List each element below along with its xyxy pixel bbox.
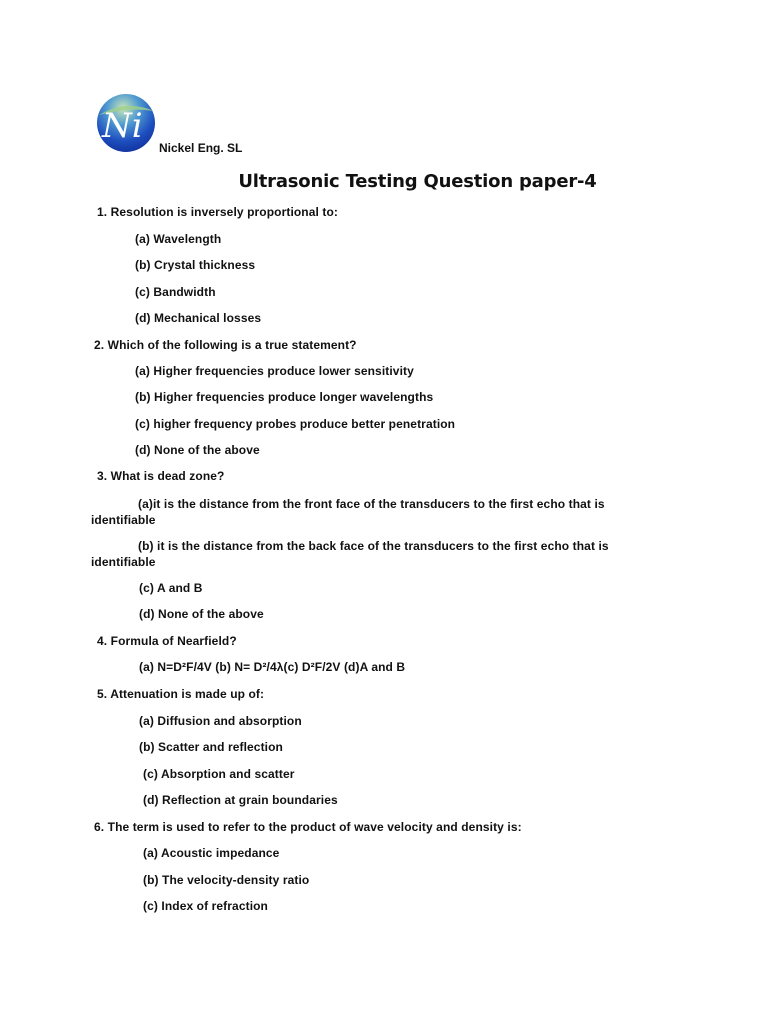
question-1: 1. Resolution is inversely proportional to: [97, 205, 339, 219]
q5-option-b: (b) Scatter and reflection [139, 740, 283, 754]
q3-option-c: (c) A and B [139, 581, 203, 595]
q5-option-c: (c) Absorption and scatter [143, 767, 295, 781]
q2-option-d: (d) None of the above [135, 443, 260, 457]
page-title: Ultrasonic Testing Question paper-4 [238, 171, 597, 192]
q6-option-a: (a) Acoustic impedance [143, 846, 280, 860]
q3-option-b: (b) it is the distance from the back face of the transducers to the first echo that is identifiable [91, 539, 609, 569]
question-6: 6. The term is used to refer to the product of wave velocity and density is: [94, 820, 522, 834]
q3-option-a: (a)it is the distance from the front face of the transducers to the first echo that is identifiable [91, 497, 605, 527]
q6-option-b: (b) The velocity-density ratio [143, 873, 310, 887]
q5-option-a: (a) Diffusion and absorption [139, 714, 302, 728]
question-5: 5. Attenuation is made up of: [97, 687, 265, 701]
q3-option-d: (d) None of the above [139, 607, 264, 621]
question-4: 4. Formula of Nearfield? [97, 634, 237, 648]
q1-option-b: (b) Crystal thickness [135, 258, 256, 272]
q2-option-b: (b) Higher frequencies produce longer wavelengths [135, 390, 434, 404]
company-logo [94, 93, 158, 153]
company-name: Nickel Eng. SL [159, 141, 243, 155]
q1-option-c: (c) Bandwidth [135, 285, 216, 299]
q2-option-c: (c) higher frequency probes produce better penetration [135, 417, 456, 431]
q5-option-d: (d) Reflection at grain boundaries [143, 793, 338, 807]
ni-logo-icon [94, 93, 158, 153]
q4-options: (a) N=D²F/4V (b) N= D²/4λ(c) D²F/2V (d)A and B [139, 660, 406, 674]
question-2: 2. Which of the following is a true statement? [94, 338, 357, 352]
q1-option-d: (d) Mechanical losses [135, 311, 262, 325]
question-3: 3. What is dead zone? [97, 469, 225, 483]
svg-text:Ni: Ni [102, 106, 143, 146]
q2-option-a: (a) Higher frequencies produce lower sensitivity [135, 364, 414, 378]
q1-option-a: (a) Wavelength [135, 232, 222, 246]
q6-option-c: (c) Index of refraction [143, 899, 268, 913]
